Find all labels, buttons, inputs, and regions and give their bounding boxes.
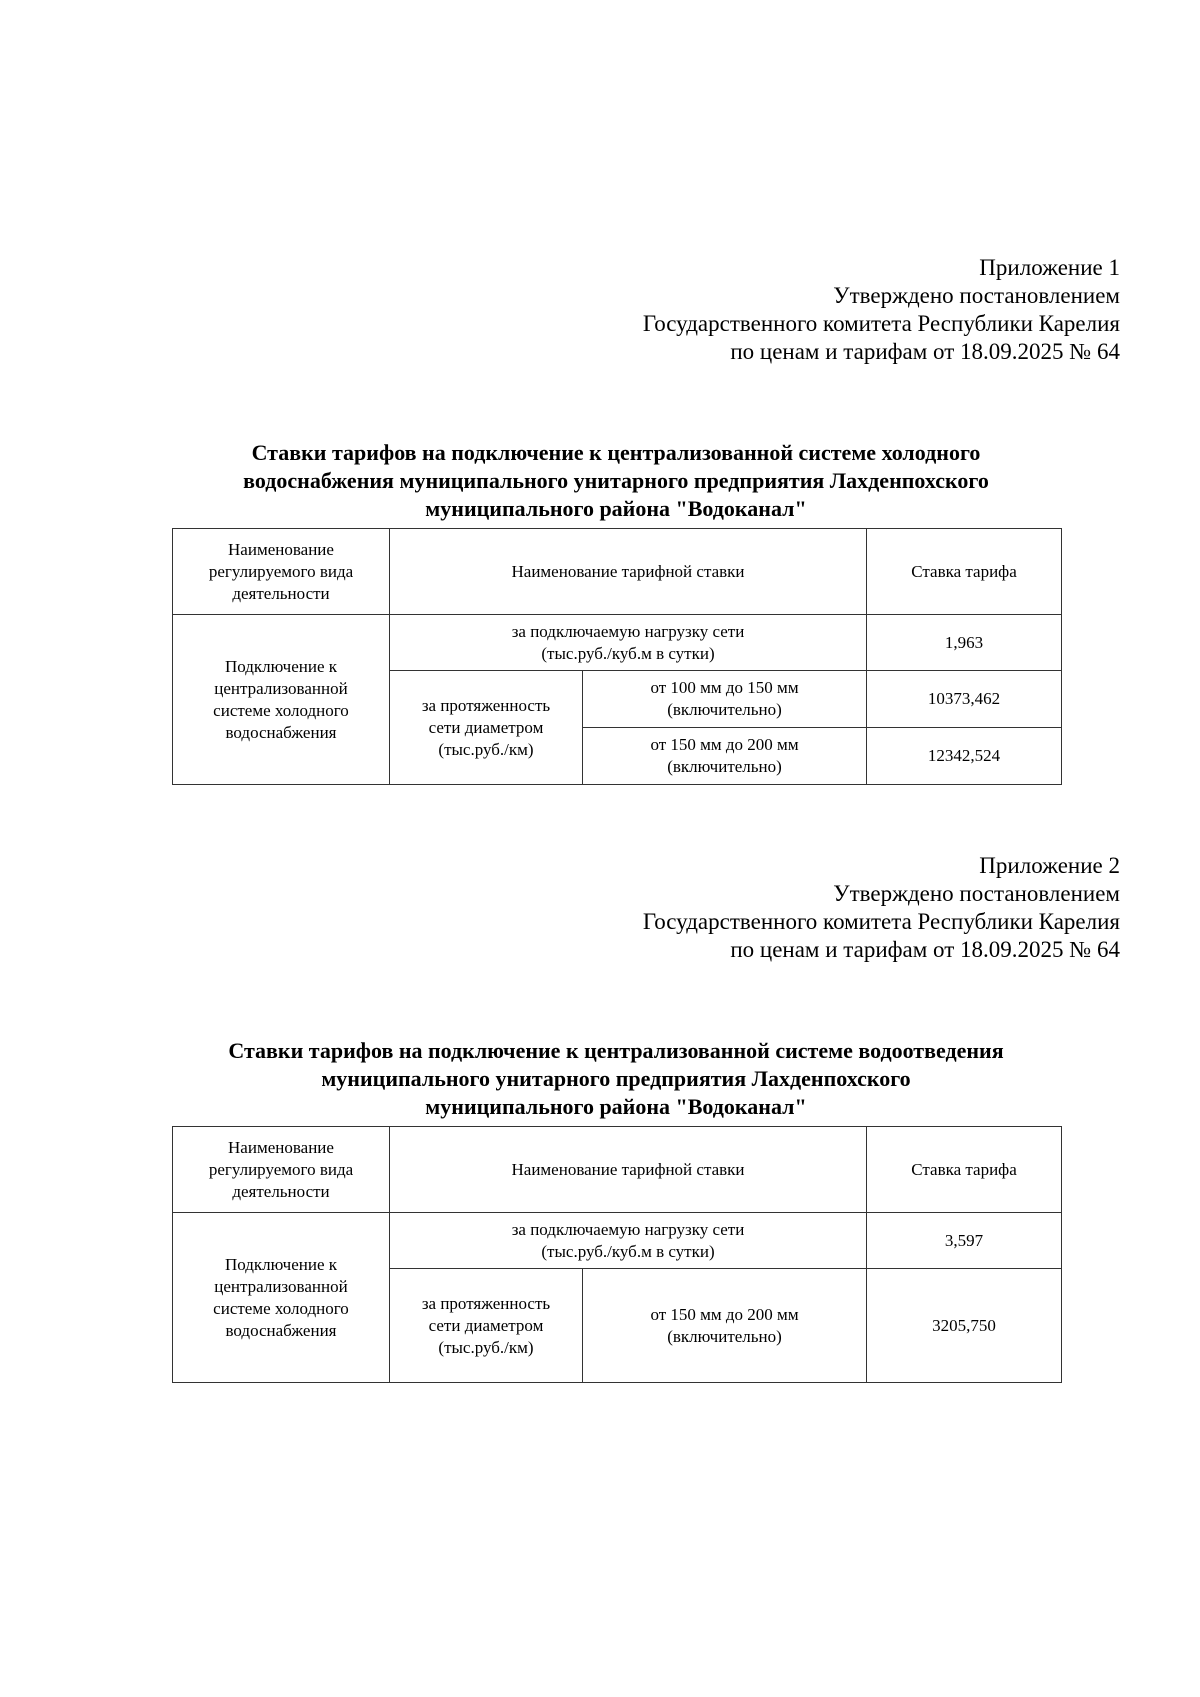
appendix-2-title-line: муниципального района "Водоканал"	[425, 1094, 807, 1119]
appendix-1-title-line: муниципального района "Водоканал"	[425, 496, 807, 521]
appendix-2-title-line: Ставки тарифов на подключение к централизованной системе водоотведения	[228, 1038, 1004, 1063]
activity-text: водоснабжения	[225, 722, 337, 742]
load-label-cell	[390, 615, 867, 671]
load-label-text: (тыс.руб./куб.м в сутки)	[541, 643, 715, 663]
appendix-1-title	[172, 439, 1060, 523]
appendix-1-approved: Утверждено постановлением	[833, 283, 1120, 308]
diameter-range-cell	[583, 1269, 867, 1383]
activity-text: централизованной	[214, 678, 348, 698]
appendix-1-tariff-table	[172, 528, 1062, 785]
table-row	[173, 615, 1062, 671]
header-activity-text: деятельности	[232, 583, 330, 603]
header-activity-text: регулируемого вида	[208, 1159, 354, 1179]
length-label-text: (тыс.руб./км)	[438, 739, 534, 759]
diameter-range-text: (включительно)	[667, 757, 782, 776]
load-label-text: за подключаемую нагрузку сети	[511, 1219, 745, 1239]
length-label-text: за протяженность	[421, 1293, 551, 1313]
header-activity-text: регулируемого вида	[208, 561, 354, 581]
activity-text: Подключение к	[224, 656, 338, 676]
header-activity-text: Наименование	[228, 1137, 334, 1157]
activity-cell	[173, 1213, 390, 1383]
header-activity-cell	[173, 1127, 390, 1213]
header-activity-text: деятельности	[232, 1181, 330, 1201]
appendix-2-tariff-table	[172, 1126, 1062, 1383]
activity-text: Подключение к	[224, 1254, 338, 1274]
appendix-1-title-line: водоснабжения муниципального унитарного предприятия Лахденпохского	[243, 468, 989, 493]
header-activity-text: Наименование	[228, 539, 334, 559]
appendix-1-title-line: Ставки тарифов на подключение к централизованной системе холодного	[251, 440, 981, 465]
header-rate-name-cell: Наименование тарифной ставки	[390, 529, 867, 615]
activity-text: водоснабжения	[225, 1320, 337, 1340]
length-label-cell	[390, 1269, 583, 1383]
length-label-text: за протяженность	[421, 695, 551, 715]
length-label-cell	[390, 671, 583, 785]
diameter-range-text: от 150 мм до 200 мм	[650, 1304, 799, 1324]
diameter-value-cell: 3205,750	[867, 1269, 1062, 1383]
appendix-1-header	[420, 254, 1120, 366]
appendix-2-approved: Утверждено постановлением	[833, 881, 1120, 906]
load-value-cell: 1,963	[867, 615, 1062, 671]
table-header-row	[173, 1127, 1062, 1213]
diameter-range-cell	[583, 671, 867, 728]
header-rate-value-cell: Ставка тарифа	[867, 529, 1062, 615]
length-label-text: сети диаметром	[428, 1315, 544, 1335]
activity-text: системе холодного	[213, 700, 349, 720]
appendix-2-number: Приложение 2	[979, 853, 1120, 878]
diameter-value-cell: 10373,462	[867, 671, 1062, 728]
appendix-2-title-line: муниципального унитарного предприятия Лахденпохского	[321, 1066, 911, 1091]
diameter-range-text: (включительно)	[667, 700, 782, 719]
appendix-2-committee: Государственного комитета Республики Карелия	[642, 909, 1120, 934]
load-label-text: за подключаемую нагрузку сети	[511, 621, 745, 641]
diameter-range-text: от 150 мм до 200 мм	[650, 735, 799, 754]
activity-text: системе холодного	[213, 1298, 349, 1318]
length-label-text: (тыс.руб./км)	[438, 1337, 534, 1357]
appendix-2-title	[172, 1037, 1060, 1121]
header-rate-value-cell: Ставка тарифа	[867, 1127, 1062, 1213]
length-label-text: сети диаметром	[428, 717, 544, 737]
appendix-1-decree: по ценам и тарифам от 18.09.2025 № 64	[730, 339, 1120, 364]
diameter-range-text: от 100 мм до 150 мм	[650, 678, 799, 697]
appendix-2-header	[420, 852, 1120, 964]
appendix-1-committee: Государственного комитета Республики Карелия	[642, 311, 1120, 336]
header-activity-cell	[173, 529, 390, 615]
header-rate-name-cell: Наименование тарифной ставки	[390, 1127, 867, 1213]
load-value-cell: 3,597	[867, 1213, 1062, 1269]
activity-cell	[173, 615, 390, 785]
activity-text: централизованной	[214, 1276, 348, 1296]
load-label-text: (тыс.руб./куб.м в сутки)	[541, 1241, 715, 1261]
diameter-value-cell: 12342,524	[867, 728, 1062, 785]
table-row	[173, 1213, 1062, 1269]
diameter-range-cell	[583, 728, 867, 785]
diameter-range-text: (включительно)	[667, 1326, 782, 1346]
table-header-row	[173, 529, 1062, 615]
load-label-cell	[390, 1213, 867, 1269]
appendix-2-decree: по ценам и тарифам от 18.09.2025 № 64	[730, 937, 1120, 962]
appendix-1-number: Приложение 1	[979, 255, 1120, 280]
